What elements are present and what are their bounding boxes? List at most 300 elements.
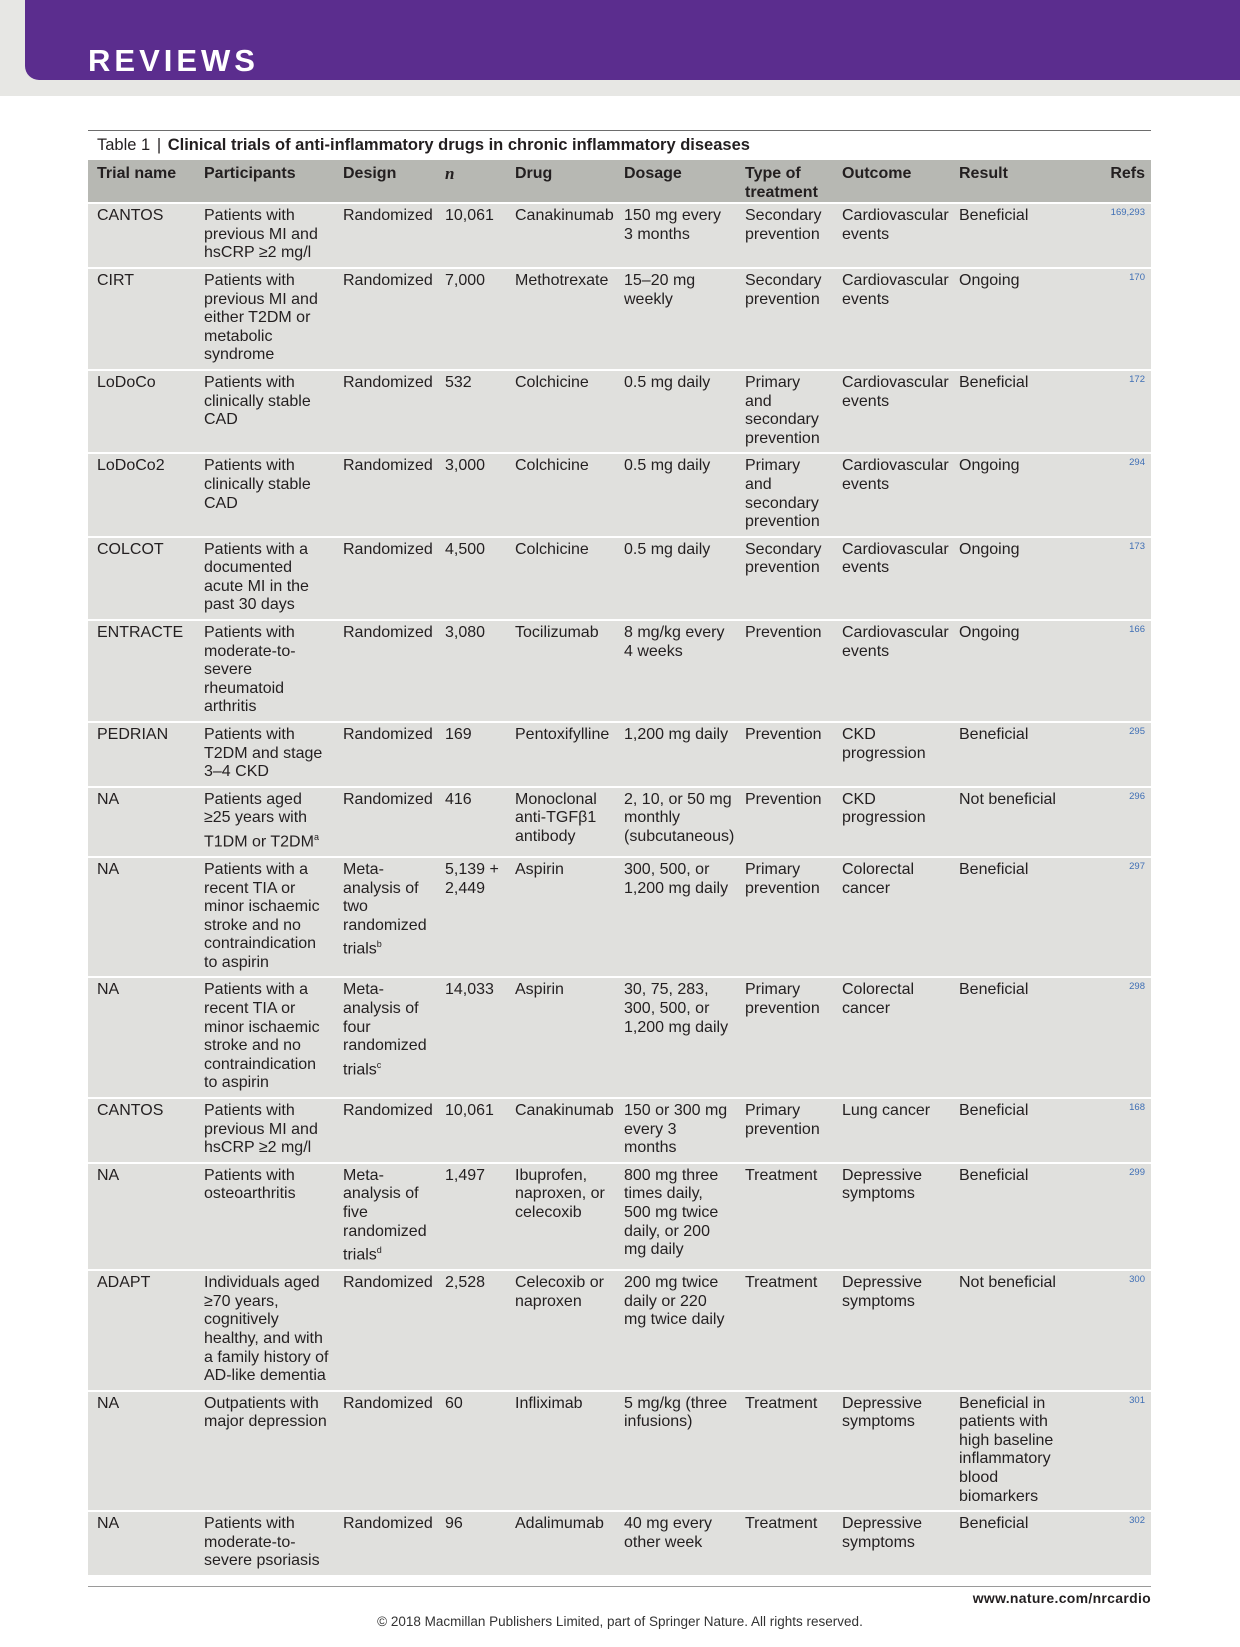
cell-trial-name — [88, 977, 195, 1098]
cell-type-of-treatment-text: Primary prevention — [745, 981, 820, 1018]
cell-result — [950, 722, 1060, 787]
cell-drug — [506, 1098, 615, 1163]
cell-n-text: 10,061 — [445, 207, 494, 225]
cell-type-of-treatment-text: Prevention — [745, 790, 822, 808]
cell-outcome-text: Colorectal cancer — [842, 981, 915, 1018]
table-row — [88, 1163, 1151, 1270]
cell-n — [436, 203, 506, 268]
footnote-marker: c — [376, 1059, 382, 1070]
cell-dosage — [615, 620, 736, 722]
cell-drug-text: Colchicine — [515, 457, 589, 475]
cell-result-text: Ongoing — [959, 624, 1020, 642]
cell-trial-name-text: LoDoCo2 — [97, 457, 165, 475]
cell-result-text: Beneficial in patients with high baseline inflammatory blood biomarkers — [959, 1394, 1054, 1505]
cell-dosage — [615, 453, 736, 536]
cell-outcome — [833, 537, 950, 620]
cell-drug — [506, 620, 615, 722]
cell-participants — [195, 1098, 334, 1163]
cell-result-text: Beneficial — [959, 981, 1029, 999]
cell-participants-text: Patients with a recent TIA or minor ischaemic stroke and no contraindication to aspirin — [204, 860, 320, 971]
cell-outcome — [833, 1511, 950, 1575]
cell-dosage — [615, 370, 736, 453]
cell-drug — [506, 857, 615, 978]
cell-design — [334, 857, 436, 978]
cell-dosage — [615, 1163, 736, 1270]
table-row — [88, 370, 1151, 453]
cell-result-text: Beneficial — [959, 373, 1029, 391]
cell-participants-text: Patients with osteoarthritis — [204, 1166, 296, 1203]
cell-participants — [195, 977, 334, 1098]
cell-type-of-treatment — [736, 453, 833, 536]
cell-design-text: Randomized — [343, 1394, 433, 1412]
cell-dosage-text: 30, 75, 283, 300, 500, or 1,200 mg daily — [624, 981, 729, 1036]
cell-drug-text: Tocilizumab — [515, 624, 599, 642]
cell-design — [334, 787, 436, 857]
cell-outcome-text: Cardiovascular events — [842, 207, 949, 243]
reference-link[interactable]: 299 — [1129, 1166, 1145, 1178]
cell-design-text: Meta-analysis of four randomized trials — [343, 981, 427, 1079]
cell-n-text: 5,139 + 2,449 — [445, 860, 499, 897]
cell-type-of-treatment-text: Treatment — [745, 1515, 818, 1533]
cell-result — [950, 1270, 1060, 1391]
cell-dosage — [615, 1511, 736, 1575]
cell-type-of-treatment-text: Primary prevention — [745, 1102, 820, 1138]
cell-participants — [195, 1163, 334, 1270]
table-row — [88, 722, 1151, 787]
cell-dosage-text: 1,200 mg daily — [624, 726, 729, 744]
table-top-rule — [88, 130, 1151, 131]
cell-design — [334, 1163, 436, 1270]
cell-participants — [195, 857, 334, 978]
cell-design-text: Meta-analysis of two randomized trials — [343, 860, 427, 958]
cell-design — [334, 1098, 436, 1163]
cell-trial-name — [88, 722, 195, 787]
cell-drug — [506, 1391, 615, 1512]
cell-drug-text: Pentoxifylline — [515, 726, 610, 744]
cell-dosage-text: 0.5 mg daily — [624, 373, 711, 391]
cell-dosage — [615, 977, 736, 1098]
cell-outcome — [833, 203, 950, 268]
reference-link[interactable]: 168 — [1129, 1102, 1145, 1114]
cell-design — [334, 722, 436, 787]
cell-trial-name-text: CANTOS — [97, 1102, 164, 1120]
cell-drug-text: Aspirin — [515, 860, 564, 878]
cell-result-text: Not beneficial — [959, 1274, 1056, 1292]
cell-design-text: Randomized — [343, 1102, 433, 1120]
cell-n — [436, 857, 506, 978]
cell-result-text: Beneficial — [959, 1166, 1029, 1184]
cell-drug — [506, 370, 615, 453]
cell-n-text: 96 — [445, 1515, 463, 1533]
cell-n — [436, 1511, 506, 1575]
cell-trial-name-text: PEDRIAN — [97, 726, 169, 744]
cell-dosage-text: 200 mg twice daily or 220 mg twice daily — [624, 1274, 725, 1329]
cell-refs — [1060, 1391, 1151, 1512]
cell-dosage — [615, 1270, 736, 1391]
cell-refs — [1060, 268, 1151, 370]
cell-participants-text: Patients with a recent TIA or minor ischaemic stroke and no contraindication to aspirin — [204, 981, 320, 1092]
cell-participants-text: Patients with previous MI and hsCRP ≥2 mg/l — [204, 1102, 318, 1157]
cell-result-text: Ongoing — [959, 540, 1020, 558]
cell-refs — [1060, 1163, 1151, 1270]
header-refs: Refs — [1060, 160, 1151, 203]
cell-outcome-text: Depressive symptoms — [842, 1274, 923, 1310]
cell-refs — [1060, 1270, 1151, 1391]
table-title: Clinical trials of anti-inflammatory drugs in chronic inflammatory diseases — [167, 136, 750, 154]
cell-outcome — [833, 268, 950, 370]
cell-drug-text: Methotrexate — [515, 271, 609, 289]
cell-refs — [1060, 1098, 1151, 1163]
cell-participants — [195, 722, 334, 787]
cell-design-text: Randomized — [343, 790, 433, 808]
cell-outcome — [833, 977, 950, 1098]
cell-outcome — [833, 1391, 950, 1512]
cell-drug-text: Celecoxib or naproxen — [515, 1274, 604, 1310]
cell-n-text: 4,500 — [445, 540, 486, 558]
cell-outcome — [833, 453, 950, 536]
cell-trial-name-text: NA — [97, 860, 120, 878]
cell-drug — [506, 537, 615, 620]
cell-refs — [1060, 1511, 1151, 1575]
cell-design-text: Randomized — [343, 373, 433, 391]
header-n-label: n — [445, 164, 455, 183]
cell-participants — [195, 1270, 334, 1391]
cell-trial-name — [88, 203, 195, 268]
cell-result-text: Beneficial — [959, 726, 1029, 744]
cell-drug-text: Canakinumab — [515, 1102, 614, 1120]
cell-trial-name — [88, 1391, 195, 1512]
cell-participants-text: Patients with previous MI and hsCRP ≥2 mg/l — [204, 207, 318, 262]
cell-participants-text: Patients with previous MI and either T2DM or metabolic syndrome — [204, 271, 318, 364]
cell-result-text: Ongoing — [959, 457, 1020, 475]
cell-n — [436, 1391, 506, 1512]
cell-dosage — [615, 537, 736, 620]
table-label: Table 1 — [97, 136, 151, 154]
cell-refs — [1060, 787, 1151, 857]
cell-dosage-text: 0.5 mg daily — [624, 540, 711, 558]
cell-n-text: 7,000 — [445, 271, 486, 289]
reference-link[interactable]: 173 — [1129, 540, 1145, 552]
cell-outcome — [833, 620, 950, 722]
cell-outcome — [833, 1163, 950, 1270]
cell-design-text: Randomized — [343, 726, 433, 744]
cell-result-text: Beneficial — [959, 1515, 1029, 1533]
journal-url[interactable]: www.nature.com/nrcardio — [972, 1590, 1151, 1606]
cell-trial-name — [88, 370, 195, 453]
cell-type-of-treatment-text: Secondary prevention — [745, 271, 822, 308]
cell-drug — [506, 977, 615, 1098]
table-row — [88, 977, 1151, 1098]
cell-n — [436, 537, 506, 620]
cell-design — [334, 1511, 436, 1575]
reference-link[interactable]: 170 — [1129, 271, 1145, 283]
cell-design-text: Meta-analysis of five randomized trials — [343, 1166, 427, 1264]
cell-type-of-treatment-text: Treatment — [745, 1394, 818, 1412]
cell-dosage — [615, 1098, 736, 1163]
cell-outcome — [833, 1098, 950, 1163]
cell-type-of-treatment — [736, 857, 833, 978]
cell-drug — [506, 722, 615, 787]
cell-participants — [195, 1511, 334, 1575]
cell-dosage-text: 5 mg/kg (three infusions) — [624, 1394, 728, 1431]
cell-type-of-treatment-text: Secondary prevention — [745, 207, 822, 243]
cell-result — [950, 1391, 1060, 1512]
cell-participants — [195, 370, 334, 453]
cell-n — [436, 620, 506, 722]
cell-refs — [1060, 370, 1151, 453]
cell-design-text: Randomized — [343, 457, 433, 475]
reference-link[interactable]: 296 — [1129, 790, 1145, 802]
cell-dosage-text: 15–20 mg weekly — [624, 271, 696, 308]
cell-dosage-text: 150 mg every 3 months — [624, 207, 721, 243]
trials-table — [88, 160, 1151, 1575]
table-header-row — [88, 160, 1151, 203]
cell-design — [334, 977, 436, 1098]
cell-outcome-text: CKD progression — [842, 790, 926, 827]
cell-trial-name — [88, 857, 195, 978]
cell-n-text: 169 — [445, 726, 472, 744]
table-row — [88, 453, 1151, 536]
cell-design — [334, 268, 436, 370]
cell-trial-name-text: NA — [97, 790, 120, 808]
cell-refs — [1060, 722, 1151, 787]
cell-type-of-treatment-text: Treatment — [745, 1274, 818, 1292]
cell-n-text: 10,061 — [445, 1102, 494, 1120]
cell-result — [950, 537, 1060, 620]
cell-outcome-text: Depressive symptoms — [842, 1515, 923, 1551]
cell-refs — [1060, 620, 1151, 722]
reference-link[interactable]: 295 — [1129, 726, 1145, 738]
header-drug: Drug — [506, 160, 615, 203]
cell-type-of-treatment — [736, 1163, 833, 1270]
table-row — [88, 1511, 1151, 1575]
cell-dosage-text: 2, 10, or 50 mg monthly (subcutaneous) — [624, 790, 735, 845]
cell-outcome-text: Cardiovascular events — [842, 457, 949, 493]
cell-outcome-text: Cardiovascular events — [842, 271, 949, 308]
cell-outcome-text: Depressive symptoms — [842, 1394, 923, 1431]
header-design: Design — [334, 160, 436, 203]
cell-drug-text: Colchicine — [515, 540, 589, 558]
cell-type-of-treatment-text: Prevention — [745, 624, 822, 642]
caption-separator: | — [156, 136, 162, 154]
table-row — [88, 787, 1151, 857]
cell-result-text: Beneficial — [959, 207, 1029, 225]
cell-outcome — [833, 722, 950, 787]
cell-design-text: Randomized — [343, 271, 433, 289]
table-caption — [97, 136, 750, 155]
header-participants: Participants — [195, 160, 334, 203]
reference-link[interactable]: 302 — [1129, 1515, 1145, 1527]
cell-n-text: 14,033 — [445, 981, 494, 999]
table-row — [88, 1391, 1151, 1512]
cell-type-of-treatment — [736, 268, 833, 370]
cell-participants — [195, 453, 334, 536]
cell-drug — [506, 1511, 615, 1575]
cell-result — [950, 620, 1060, 722]
cell-n-text: 416 — [445, 790, 472, 808]
reference-link[interactable]: 172 — [1129, 373, 1145, 385]
cell-design — [334, 453, 436, 536]
cell-participants-text: Individuals aged ≥70 years, cognitively healthy, and with a family history of AD-like dementia — [204, 1274, 329, 1385]
header-result: Result — [950, 160, 1060, 203]
header-outcome: Outcome — [833, 160, 950, 203]
cell-drug — [506, 268, 615, 370]
table-row — [88, 537, 1151, 620]
cell-dosage — [615, 203, 736, 268]
footnote-marker: b — [376, 939, 382, 950]
cell-type-of-treatment-text: Primary and secondary prevention — [745, 373, 820, 447]
cell-participants — [195, 1391, 334, 1512]
reference-link[interactable]: 166 — [1129, 624, 1145, 636]
cell-n — [436, 1163, 506, 1270]
cell-participants-text: Patients with clinically stable CAD — [204, 373, 311, 429]
cell-type-of-treatment-text: Primary and secondary prevention — [745, 457, 820, 531]
cell-n — [436, 453, 506, 536]
cell-n — [436, 1270, 506, 1391]
cell-n-text: 2,528 — [445, 1274, 486, 1292]
cell-result — [950, 268, 1060, 370]
cell-outcome-text: Cardiovascular events — [842, 624, 949, 660]
cell-drug — [506, 203, 615, 268]
cell-participants-text: Patients aged ≥25 years with T1DM or T2DM — [204, 790, 314, 851]
cell-type-of-treatment — [736, 1511, 833, 1575]
cell-refs — [1060, 977, 1151, 1098]
cell-type-of-treatment — [736, 620, 833, 722]
cell-result-text: Beneficial — [959, 1102, 1029, 1120]
cell-dosage — [615, 722, 736, 787]
cell-type-of-treatment — [736, 537, 833, 620]
header-trial-name: Trial name — [88, 160, 195, 203]
cell-participants — [195, 537, 334, 620]
cell-design — [334, 370, 436, 453]
reference-link[interactable]: 297 — [1129, 860, 1145, 872]
cell-dosage-text: 0.5 mg daily — [624, 457, 711, 475]
section-banner — [25, 0, 1240, 80]
reference-link[interactable]: 294 — [1129, 457, 1145, 469]
table-body — [88, 203, 1151, 1575]
cell-design-text: Randomized — [343, 207, 433, 225]
cell-dosage-text: 150 or 300 mg every 3 months — [624, 1102, 728, 1157]
cell-outcome-text: Cardiovascular events — [842, 540, 949, 577]
reference-link[interactable]: 169,293 — [1110, 207, 1145, 219]
cell-participants-text: Outpatients with major depression — [204, 1394, 327, 1431]
cell-n — [436, 977, 506, 1098]
cell-trial-name — [88, 1163, 195, 1270]
header-n — [436, 160, 506, 203]
cell-result — [950, 1511, 1060, 1575]
cell-participants — [195, 268, 334, 370]
cell-trial-name — [88, 1270, 195, 1391]
cell-drug-text: Colchicine — [515, 373, 589, 391]
cell-outcome-text: Cardiovascular events — [842, 373, 949, 410]
cell-dosage — [615, 857, 736, 978]
table-row — [88, 1098, 1151, 1163]
section-title: REVIEWS — [88, 43, 259, 78]
cell-outcome-text: Lung cancer — [842, 1102, 931, 1120]
reference-link[interactable]: 301 — [1129, 1394, 1145, 1406]
cell-design-text: Randomized — [343, 1515, 433, 1533]
reference-link[interactable]: 298 — [1129, 981, 1145, 993]
cell-result — [950, 203, 1060, 268]
cell-trial-name-text: NA — [97, 1394, 120, 1412]
cell-outcome-text: Depressive symptoms — [842, 1166, 923, 1203]
cell-drug-text: Canakinumab — [515, 207, 614, 225]
header-type-of-treatment: Type of treatment — [736, 160, 833, 203]
cell-type-of-treatment-text: Prevention — [745, 726, 822, 744]
cell-participants — [195, 787, 334, 857]
cell-trial-name-text: NA — [97, 1515, 120, 1533]
cell-type-of-treatment — [736, 370, 833, 453]
cell-design — [334, 1270, 436, 1391]
cell-trial-name-text: ADAPT — [97, 1274, 151, 1292]
cell-trial-name — [88, 1511, 195, 1575]
cell-n-text: 1,497 — [445, 1166, 486, 1184]
reference-link[interactable]: 300 — [1129, 1274, 1145, 1286]
cell-type-of-treatment — [736, 787, 833, 857]
cell-dosage-text: 8 mg/kg every 4 weeks — [624, 624, 725, 660]
cell-drug-text: Ibuprofen, naproxen, or celecoxib — [515, 1166, 605, 1222]
cell-design-text: Randomized — [343, 1274, 433, 1292]
cell-n — [436, 268, 506, 370]
cell-participants — [195, 620, 334, 722]
cell-type-of-treatment — [736, 203, 833, 268]
cell-result — [950, 787, 1060, 857]
cell-outcome — [833, 1270, 950, 1391]
cell-refs — [1060, 453, 1151, 536]
cell-drug — [506, 787, 615, 857]
footer-rule — [88, 1586, 1151, 1587]
cell-n — [436, 722, 506, 787]
cell-dosage-text: 800 mg three times daily, 500 mg twice daily, or 200 mg daily — [624, 1166, 719, 1259]
cell-drug — [506, 1270, 615, 1391]
table-row — [88, 620, 1151, 722]
cell-participants-text: Patients with moderate-to-severe psoriasis — [204, 1515, 320, 1570]
cell-dosage — [615, 1391, 736, 1512]
cell-trial-name-text: NA — [97, 981, 120, 999]
table-row — [88, 203, 1151, 268]
cell-dosage — [615, 268, 736, 370]
cell-design-text: Randomized — [343, 540, 433, 558]
cell-result — [950, 370, 1060, 453]
cell-type-of-treatment-text: Primary prevention — [745, 860, 820, 897]
cell-refs — [1060, 537, 1151, 620]
cell-n-text: 3,080 — [445, 624, 486, 642]
cell-type-of-treatment — [736, 1391, 833, 1512]
cell-trial-name — [88, 268, 195, 370]
cell-result — [950, 453, 1060, 536]
cell-n — [436, 370, 506, 453]
footnote-marker: d — [376, 1245, 382, 1256]
cell-participants-text: Patients with clinically stable CAD — [204, 457, 311, 512]
header-dosage: Dosage — [615, 160, 736, 203]
cell-type-of-treatment-text: Secondary prevention — [745, 540, 822, 577]
cell-result — [950, 1098, 1060, 1163]
cell-outcome-text: CKD progression — [842, 726, 926, 762]
cell-trial-name-text: NA — [97, 1166, 120, 1184]
cell-outcome — [833, 370, 950, 453]
cell-participants-text: Patients with T2DM and stage 3–4 CKD — [204, 726, 323, 781]
cell-drug-text: Monoclonal anti-TGFβ1 antibody — [515, 790, 597, 845]
cell-outcome-text: Colorectal cancer — [842, 860, 915, 897]
cell-result-text: Ongoing — [959, 271, 1020, 289]
cell-outcome — [833, 787, 950, 857]
cell-trial-name — [88, 537, 195, 620]
cell-type-of-treatment — [736, 722, 833, 787]
cell-design — [334, 620, 436, 722]
cell-type-of-treatment-text: Treatment — [745, 1166, 818, 1184]
cell-dosage-text: 300, 500, or 1,200 mg daily — [624, 860, 729, 897]
cell-n — [436, 1098, 506, 1163]
